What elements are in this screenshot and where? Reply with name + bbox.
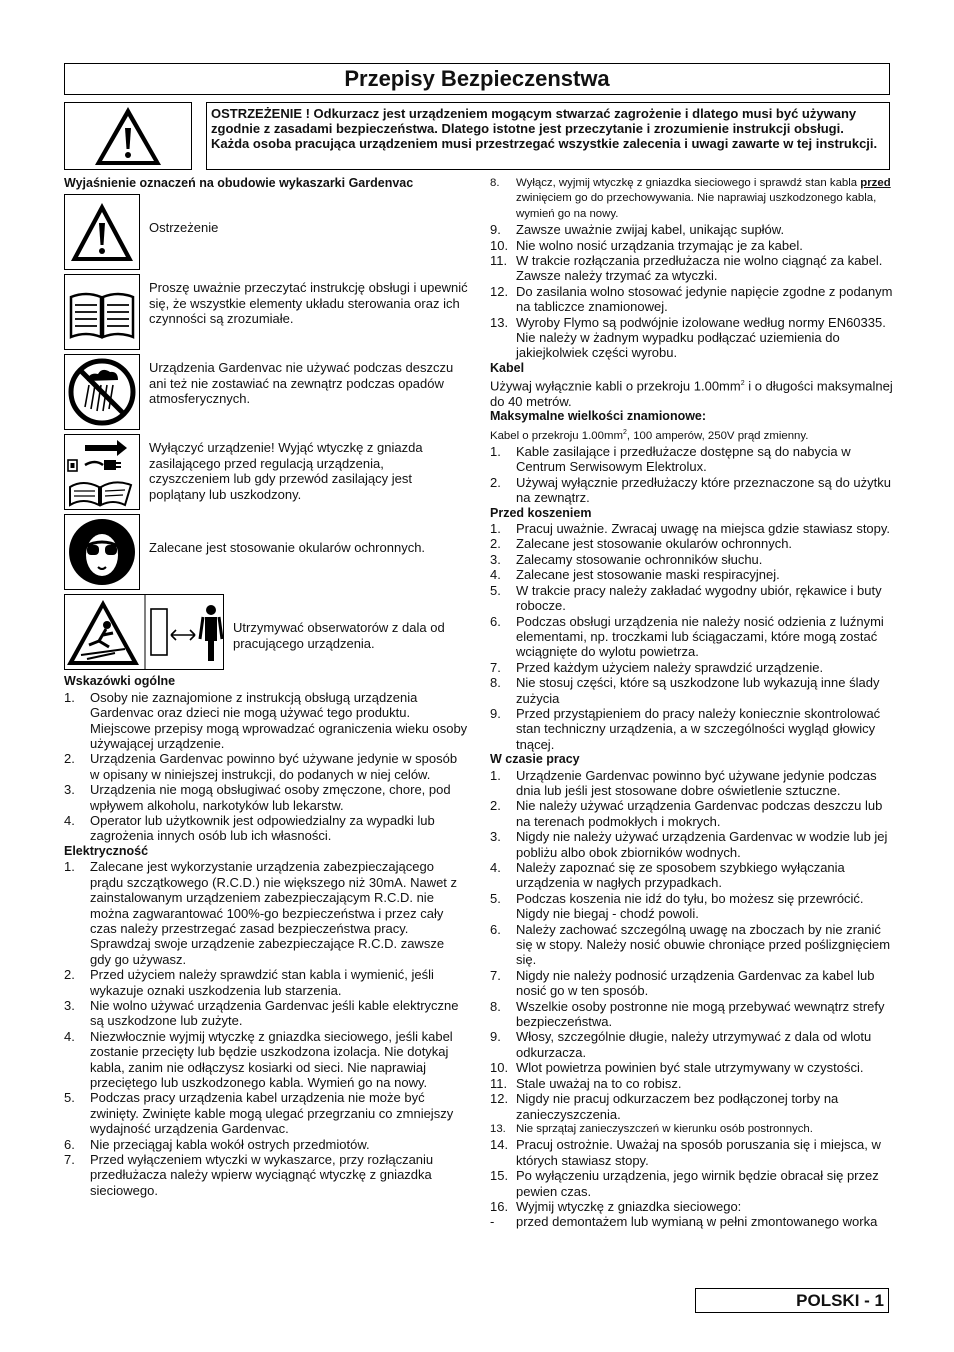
electric-list-continued <box>490 176 894 361</box>
unplug-icon <box>65 435 139 509</box>
list-item: 4. Zalecane jest stosowanie maski respiracyjnej. <box>490 567 780 583</box>
symbol-row-distance <box>64 594 468 670</box>
page-title: Przepisy Bezpieczenstwa <box>344 66 610 91</box>
list-item: 2. Przed użyciem należy sprawdzić stan kabla i wymienić, jeśli wykazuje oznaki uszkodzenia lub starzenia. <box>64 967 434 998</box>
no-rain-icon <box>65 355 139 429</box>
list-item: 11. W trakcie rozłączania przedłużacza nie wolno ciągnąć za kabel. Zawsze należy trzymać za wtyczki. <box>490 253 883 284</box>
list-item: 12. Do zasilania wolno stosować jedynie napięcie zgodne z podanym na tabliczce znamionowej. <box>490 283 893 315</box>
general-list <box>64 690 468 844</box>
list-item: 7. Przed każdym użyciem należy sprawdzić urządzenie. <box>490 659 824 675</box>
electric-list <box>64 859 468 1198</box>
during-list <box>490 768 894 1230</box>
list-item: 14. Pracuj ostrożnie. Uważaj na sposób poruszania się i miejsca, w których stawiasz stopy. <box>490 1137 881 1168</box>
list-item: 8. Wszelkie osoby postronne nie mogą przebywać wewnątrz strefy bezpieczeństwa. <box>490 998 885 1030</box>
electric-heading: Elektryczność <box>64 843 149 858</box>
list-item: 12. Nigdy nie pracuj odkurzaczem bez podłączonej torby na zanieczyszczenia. <box>490 1091 839 1122</box>
list-item: 2. Nie należy używać urządzenia Gardenvac podczas deszczu lub na terenach podmokłych i mokrych. <box>490 798 883 829</box>
open-book-icon <box>65 275 139 349</box>
list-item: 2. Używaj wyłącznie przedłużaczy które przeznaczone są do użytku na zewnątrz. <box>490 474 892 506</box>
list-item: 5. Podczas pracy urządzenia kabel urządzenia nie może być zwinięty. Zwinięte kable mogą ulegać przegrzaniu co zmniejszy wydajność urządzenia Gardenvac. <box>64 1090 454 1137</box>
general-heading: Wskazówki ogólne <box>64 674 176 689</box>
list-item: 5. W trakcie pracy należy zakładać wygodny ubiór, rękawice i buty robocze. <box>490 582 882 614</box>
list-item: 9. Przed przystąpieniem do pracy należy koniecznie skontrolować stan techniczny urządzenia, a w szczególności wygląd głowicy tnącej. <box>490 705 881 752</box>
list-item: 6. Należy zachować szczególną uwagę na zboczach by nie zranić się w stopy. Należy nosić obuwie chroniące przed poślizgnięciem się. <box>490 921 891 968</box>
before-heading: Przed koszeniem <box>490 505 592 520</box>
list-item: 10. Wlot powietrza powinien być stale utrzymywany w czystości. <box>490 1060 864 1076</box>
list-item: - przed demontażem lub wymianą w pełni zmontowanego worka <box>490 1214 878 1230</box>
symbol-row-warning <box>64 194 468 270</box>
symbol-text-manual: Proszę uważnie przeczytać instrukcję obsługi i upewnić się, że wszystkie elementy układu sterowania oraz ich czynności są zrozumiałe. <box>149 280 468 327</box>
warning-text: OSTRZEŻENIE ! Odkurzacz jest urządzeniem mogącym stwarzać zagrożenie i dlatego musi być używany zgodnie z zasadami bezpieczeństwa. Dlatego istotne jest przeczytanie i zrozumienie instrukcji obsługi. Każda osoba pracująca urządzeniem musi przestrzegać wszystkie zalecenia i uwagi zawarte w tej instrukcji. <box>206 102 890 170</box>
goggles-icon <box>65 515 139 589</box>
list-item: 11. Stale uważaj na to co robisz. <box>490 1075 682 1091</box>
list-item: 9. Zawsze uważnie zwijaj kabel, unikając supłów. <box>490 222 785 238</box>
symbols-heading: Wyjaśnienie oznaczeń na obudowie wykaszarki Gardenvac <box>64 176 414 190</box>
symbol-text-rain: Urządzenia Gardenvac nie używać podczas deszczu ani też nie zostawiać na zewnątrz podczas opadów atmosferycznych. <box>149 360 454 407</box>
list-item: 1. Urządzenie Gardenvac powinno być używane jedynie podczas dnia lub jeśli jest stosowane dobre oświetlenie sztuczne. <box>490 767 877 798</box>
list-item: 16. Wyjmij wtyczkę z gniazdka sieciowego: <box>490 1198 742 1214</box>
list-item: 15. Po wyłączeniu urządzenia, jego wirnik będzie obracał się przez pewien czas. <box>490 1168 879 1199</box>
page-title-box <box>64 63 890 95</box>
list-item: 3. Urządzenia nie mogą obsługiwać osoby zmęczone, chore, pod wpływem alkoholu, narkotyków lub lekarstw. <box>64 782 451 813</box>
list-item: 13. Wyroby Flymo są podwójnie izolowane według normy EN60335. Nie należy w żadnym wypadku podłączać uziemienia do jakiejkolwiek części wyrobu. <box>490 314 886 361</box>
symbol-row-goggles <box>64 514 468 590</box>
list-item: 6. Nie przeciągaj kabla wokół ostrych przedmiotów. <box>64 1136 370 1152</box>
symbol-text-warning: Ostrzeżenie <box>149 220 219 236</box>
page-footer: POLSKI - 1 <box>695 1288 889 1313</box>
list-item: 1. Kable zasilające i przedłużacze dostępne są do nabycia w Centrum Serwisowym Elektrolux. <box>490 444 851 475</box>
symbol-row-rain <box>64 354 468 430</box>
symbol-row-unplug <box>64 434 468 510</box>
ratings-text: Kabel o przekroju $1.00mm^2$, 100 amperów, 250V prąd zmienny. <box>490 428 809 442</box>
left-column <box>64 176 468 1198</box>
warning-triangle-icon <box>65 195 139 269</box>
list-item: 1. Zalecane jest wykorzystanie urządzenia zabezpieczającego prądu szczątkowego (R.C.D.) nie większego niż 30mA. Nawet z zainstalowanym urządzeniem zabezpieczającym R.C.D. nie można zagwarantować 100%-go bezpieczeństwa i przez cały czas należy przestrzegać zasad bezpieczeństwa pracy. Sprawdzaj swoje urządzenie zabezpieczające R.C.D. zawsze gdy go używasz. <box>64 859 458 967</box>
list-item: 9. Włosy, szczególnie długie, należy utrzymywać z dala od wlotu odkurzacza. <box>490 1029 872 1060</box>
list-item: 13. Nie sprzątaj zanieczyszczeń w kierunku osób postronnych. <box>490 1122 813 1135</box>
list-item: 2. Urządzenia Gardenvac powinno być używane jedynie w sposób w opisany w niniejszej instrukcji, do podanych w niej celów. <box>64 751 458 782</box>
list-item: 3. Zalecamy stosowanie ochronników słuchu. <box>490 551 763 567</box>
cables-text: Używaj wyłącznie kabli o przekroju $1.00mm^2$ i o długości maksymalnej do 40 metrów. <box>490 378 893 410</box>
symbol-text-goggles: Zalecane jest stosowanie okularów ochronnych. <box>149 540 426 556</box>
symbol-row-manual <box>64 274 468 350</box>
list-item: 3. Nigdy nie należy używać urządzenia Gardenvac w wodzie lub jej pobliżu albo obok zbiorników wodnych. <box>490 829 888 860</box>
list-item: 3. Nie wolno używać urządzenia Gardenvac jeśli kable elektryczne są uszkodzone lub zużyte. <box>64 997 459 1029</box>
warning-icon-box <box>64 102 192 170</box>
list-item: 1. Osoby nie zaznajomione z instrukcją obsługą urządzenia Gardenvac oraz dzieci nie mogą używać tego produktu. Miejscowe przepisy mogą wprowadzać ograniczenia wieku osoby używającej urządzenie. <box>64 689 468 752</box>
keep-distance-icon <box>65 595 223 669</box>
cables-heading: Kabel <box>490 360 525 375</box>
list-item: 2. Zalecane jest stosowanie okularów ochronnych. <box>490 536 793 552</box>
list-item: 4. Operator lub użytkownik jest odpowiedzialny za wypadki lub zagrożenia innych osób lub ich własności. <box>64 813 435 844</box>
during-heading: W czasie pracy <box>490 752 580 767</box>
symbol-text-unplug: Wyłączyć urządzenie! Wyjąć wtyczkę z gniazda zasilającego przed regulacją urządzenia, czyszczeniem lub gdy przewód zasilający jest poplątany lub uszkodzony. <box>149 440 423 502</box>
list-item: 7. Nigdy nie należy podnosić urządzenia Gardenvac za kabel lub nosić go w ten sposób. <box>490 967 875 999</box>
ratings-heading: Maksymalne wielkości znamionowe: <box>490 409 707 424</box>
ratings-list <box>490 444 894 506</box>
right-column <box>490 176 894 1230</box>
warning-triangle-icon <box>65 103 191 169</box>
list-item: 4. Należy zapoznać się ze sposobem szybkiego wyłączania urządzenia w nagłych przypadkach. <box>490 860 845 891</box>
list-item: 4. Niezwłocznie wyjmij wtyczkę z gniazdka sieciowego, jeśli kabel zostanie przecięty lub będzie uszkodzona izolacja. Nie dotykaj kabla, zanim nie odłączysz kosiarki od sieci. Nie naprawiaj przeciętego lub uszkodzonego kabla. Wymień go na nowy. <box>64 1028 453 1090</box>
list-item: 6. Podczas obsługi urządzenia nie należy nosić odzienia z luźnymi elementami, np. troczkami lub ściągaczami, które mogą zostać wciągnięte do wylotu powietrza. <box>490 613 884 660</box>
list-item: 7. Przed wyłączeniem wtyczki w wykaszarce, przy rozłączaniu przedłużacza należy wpierw wyciągnąć wtyczkę z gniazdka sieciowego. <box>64 1152 434 1198</box>
list-item: 1. Pracuj uważnie. Zwracaj uwagę na miejsca gdzie stawiasz stopy. <box>490 521 891 537</box>
list-item: 8. Nie stosuj części, które są uszkodzone lub wykazują inne ślady zużycia <box>490 675 880 706</box>
list-item: 5. Podczas koszenia nie idź do tyłu, bo możesz się przewrócić. Nigdy nie biegaj - chodź powoli. <box>490 890 864 922</box>
before-list <box>490 521 894 752</box>
symbol-text-distance: Utrzymywać obserwatorów z dala od pracującego urządzenia. <box>233 620 445 651</box>
list-item: 10. Nie wolno nosić urządzania trzymając je za kabel. <box>490 237 803 253</box>
list-item: 8. Wyłącz, wyjmij wtyczkę z gniazdka sieciowego i sprawdź stan kabla przed zwinięciem go do przechowywania. Nie naprawiaj uszkodzonego kabla, wymień go na nowy. <box>490 177 891 220</box>
